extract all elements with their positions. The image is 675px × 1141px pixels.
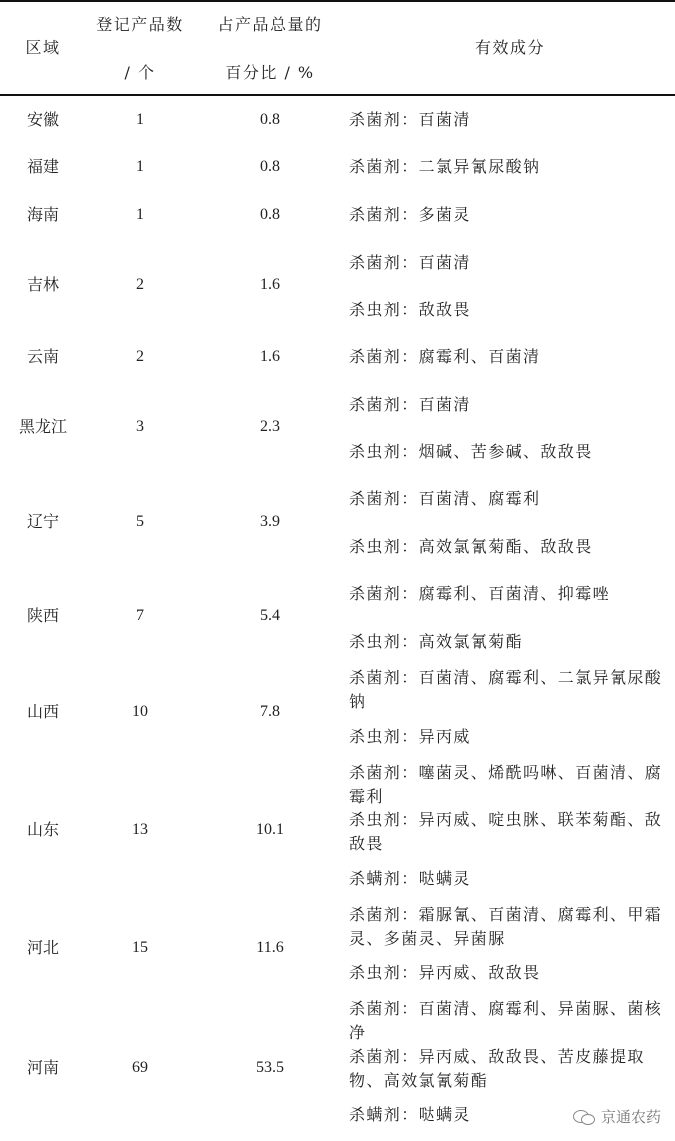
table-row-ingredient: 杀菌剂：百菌清、腐霉利、二氯异氰尿酸钠 [349,668,663,711]
table-row-ingredient: 杀菌剂：百菌清、腐霉利 [349,489,541,508]
table-row-percent: 7.8 [260,703,280,720]
watermark [573,1106,661,1127]
table-row-region: 福建 [26,157,59,176]
table-row-count: 1 [136,206,144,223]
table-row-percent: 53.5 [256,1059,284,1076]
watermark-text: 京通农药 [600,1108,661,1126]
table-row-count: 1 [136,158,144,175]
header-count-line1: 登记产品数 [96,15,184,34]
table-row-ingredient: 杀菌剂：霜脲氰、百菌清、腐霉利、甲霜灵、多菌灵、异菌脲 [349,905,663,948]
table-row-percent: 1.6 [260,348,280,365]
table-row-region: 云南 [26,347,59,366]
table-row-ingredient: 杀虫剂：高效氯氰菊酯 [349,632,524,651]
table-row-count: 15 [132,939,148,956]
table-row-count: 2 [136,348,144,365]
table-row-region: 河北 [26,938,59,957]
table-row-region: 陕西 [26,606,59,625]
table-row-percent: 11.6 [256,939,284,956]
table-top-rule [0,0,675,2]
header-bottom-rule [0,94,675,96]
table-row-ingredient: 杀菌剂：腐霉利、百菌清、抑霉唑 [349,584,611,603]
table-row-ingredient: 杀螨剂：哒螨灵 [349,1105,471,1124]
table-row-percent: 0.8 [260,158,280,175]
wechat-icon [573,1108,595,1126]
header-count-line2: / 个 [124,63,156,82]
table-row-ingredient: 杀菌剂：百菌清 [349,253,471,272]
table-row-ingredient: 杀菌剂：多菌灵 [349,205,471,224]
table-row-region: 辽宁 [26,512,59,531]
table-row-count: 3 [136,418,144,435]
table-row-count: 2 [136,276,144,293]
table-row-ingredient: 杀螨剂：哒螨灵 [349,869,471,888]
table-row-percent: 10.1 [256,821,284,838]
table-row-count: 69 [132,1059,148,1076]
table-row-region: 安徽 [26,110,59,129]
table-row-ingredient: 杀虫剂：异丙威 [349,727,471,746]
table-row-ingredient: 杀菌剂：百菌清、腐霉利、异菌脲、菌核净 [349,999,663,1042]
table-row-percent: 3.9 [260,513,280,530]
table-row-region: 海南 [26,205,59,224]
table-row-ingredient: 杀菌剂：二氯异氰尿酸钠 [349,157,541,176]
table-row-region: 山西 [26,702,59,721]
table-row-percent: 0.8 [260,111,280,128]
table-row-count: 5 [136,513,144,530]
header-pct-line2: 百分比 / % [225,63,315,82]
table-row-ingredient: 杀虫剂：敌敌畏 [349,300,471,319]
table-row-count: 7 [136,607,144,624]
table-row-count: 13 [132,821,148,838]
table-row-region: 山东 [26,820,59,839]
table-row-ingredient: 杀虫剂：异丙威、啶虫脒、联苯菊酯、敌敌畏 [349,810,663,853]
table-row-region: 黑龙江 [18,417,67,436]
table-row-count: 10 [132,703,148,720]
header-pct-line1: 占产品总量的 [217,15,323,34]
table-row-ingredient: 杀虫剂：异丙威、敌敌畏 [349,963,541,982]
table-row-count: 1 [136,111,144,128]
table-row-region: 河南 [26,1058,59,1077]
table-row-ingredient: 杀菌剂：噻菌灵、烯酰吗啉、百菌清、腐霉利 [349,763,663,806]
table-row-ingredient: 杀虫剂：高效氯氰菊酯、敌敌畏 [349,537,593,556]
table-row-percent: 0.8 [260,206,280,223]
table-row-percent: 2.3 [260,418,280,435]
table-row-ingredient: 杀虫剂：烟碱、苦参碱、敌敌畏 [349,442,593,461]
table-row-ingredient: 杀菌剂：腐霉利、百菌清 [349,347,541,366]
table-row-ingredient: 杀菌剂：百菌清 [349,110,471,129]
header-ingredients: 有效成分 [474,38,545,57]
table-row-percent: 5.4 [260,607,280,624]
table-row-percent: 1.6 [260,276,280,293]
table-row-region: 吉林 [26,275,59,294]
header-region: 区域 [25,38,61,57]
table-row-ingredient: 杀菌剂：百菌清 [349,395,471,414]
table-row-ingredient: 杀菌剂：异丙威、敌敌畏、苦皮藤提取物、高效氯氰菊酯 [349,1047,645,1090]
